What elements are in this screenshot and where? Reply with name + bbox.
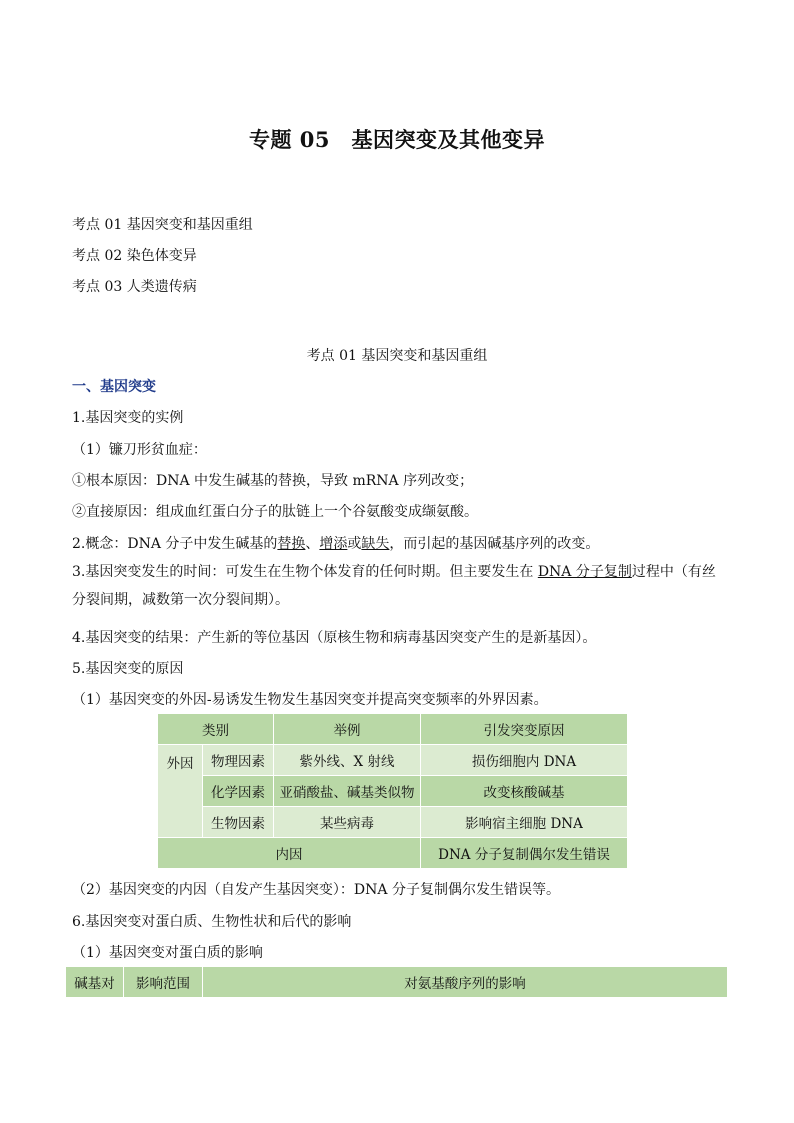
document-title: 专题 05 基因突变及其他变异 [248, 127, 546, 152]
table-cell: 紫外线、X 射线 [274, 745, 421, 776]
paragraph-timing: 3.基因突变发生的时间：可发生在生物个体发育的任何时期。但主要发生在 DNA 分子复制过程中（有丝分裂间期，减数第一次分裂间期）。 [72, 564, 716, 608]
mutation-causes-table [157, 713, 628, 869]
table-cell: 改变核酸碱基 [421, 776, 628, 807]
paragraph: 6.基因突变对蛋白质、生物性状和后代的影响 [72, 914, 352, 930]
paragraph: （1）基因突变对蛋白质的影响 [72, 945, 263, 961]
table-cell: 物理因素 [203, 745, 274, 776]
protein-effect-table [65, 966, 728, 998]
table-cell: 化学因素 [203, 776, 274, 807]
paragraph: 1.基因突变的实例 [72, 410, 184, 426]
table-header: 影响范围 [124, 967, 203, 998]
paragraph: 5.基因突变的原因 [72, 661, 184, 677]
table-cell: 内因 [158, 838, 421, 869]
section-title: 考点 01 基因突变和基因重组 [306, 348, 488, 364]
table-of-contents [72, 210, 253, 303]
paragraph-concept: 2.概念：DNA 分子中发生碱基的替换、增添或缺失，而引起的基因碱基序列的改变。 [72, 536, 600, 552]
heading-gene-mutation [72, 376, 156, 396]
table-header: 碱基对 [66, 967, 124, 998]
table-cell: 生物因素 [203, 807, 274, 838]
table-cell: 损伤细胞内 DNA [421, 745, 628, 776]
toc-item[interactable]: 考点 01 基因突变和基因重组 [72, 217, 253, 233]
paragraph: （1）镰刀形贫血症： [72, 442, 207, 458]
table-group-label: 外因 [158, 745, 203, 838]
table-header: 引发突变原因 [421, 714, 628, 745]
paragraph: ②直接原因：组成血红蛋白分子的肽链上一个谷氨酸变成缬氨酸。 [72, 504, 478, 520]
paragraph: 4.基因突变的结果：产生新的等位基因（原核生物和病毒基因突变产生的是新基因）。 [72, 630, 597, 646]
toc-item[interactable]: 考点 02 染色体变异 [72, 248, 197, 264]
paragraph: （2）基因突变的内因（自发产生基因突变）：DNA 分子复制偶尔发生错误等。 [72, 882, 560, 898]
paragraph: （1）基因突变的外因-易诱发生物发生基因突变并提高突变频率的外界因素。 [72, 692, 548, 708]
heading-text: 基因突变 [100, 379, 156, 395]
table-cell: 某些病毒 [274, 807, 421, 838]
table-header: 举例 [274, 714, 421, 745]
table-header: 对氨基酸序列的影响 [203, 967, 728, 998]
table-cell: 亚硝酸盐、碱基类似物 [274, 776, 421, 807]
table-cell: 影响宿主细胞 DNA [421, 807, 628, 838]
table-cell: DNA 分子复制偶尔发生错误 [421, 838, 628, 869]
toc-item[interactable]: 考点 03 人类遗传病 [72, 279, 197, 295]
heading-prefix: 一、 [72, 379, 100, 395]
paragraph: ①根本原因：DNA 中发生碱基的替换，导致 mRNA 序列改变； [72, 473, 474, 489]
table-header: 类别 [158, 714, 274, 745]
